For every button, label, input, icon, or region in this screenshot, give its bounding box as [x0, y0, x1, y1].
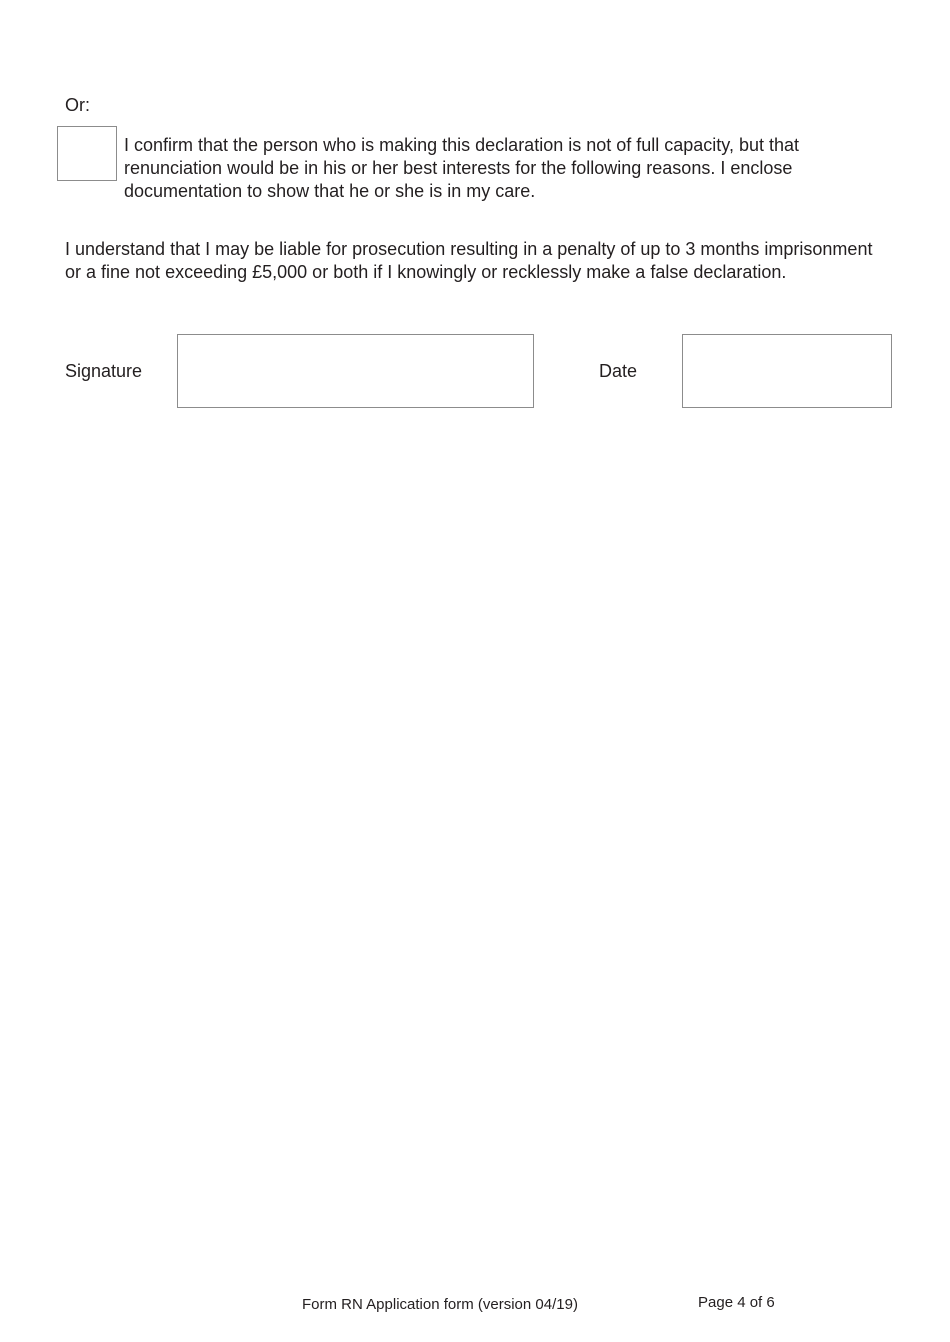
prosecution-warning-text: I understand that I may be liable for prosecution resulting in a penalty of up to 3 months imprisonment or a fine not exceeding £5,000 or both if I knowingly or recklessly make a false declaration.	[65, 239, 873, 282]
date-field[interactable]	[682, 334, 892, 408]
capacity-confirmation-text: I confirm that the person who is making this declaration is not of full capacity, but that renunciation would be in his or her best interests for the following reasons. I enclose documentation to show that he or she is in my care.	[124, 135, 800, 201]
signature-field[interactable]	[177, 334, 534, 408]
date-label: Date	[599, 361, 638, 381]
footer-form-name: Form RN Application form (version 04/19)	[302, 1296, 578, 1313]
capacity-confirmation-checkbox[interactable]	[57, 126, 117, 181]
footer-page-number: Page 4 of 6	[698, 1294, 775, 1311]
signature-label: Signature	[65, 361, 143, 381]
or-label: Or:	[65, 95, 90, 115]
